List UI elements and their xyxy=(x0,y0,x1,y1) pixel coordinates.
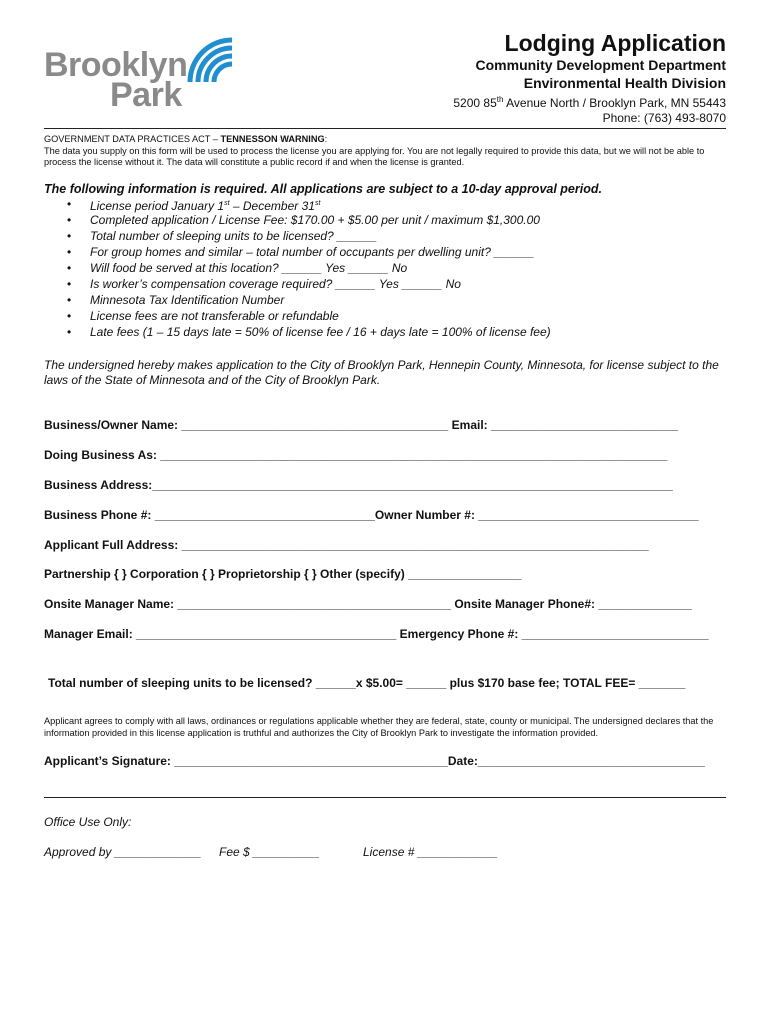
department-block xyxy=(476,56,726,92)
dba-field[interactable]: Doing Business As: ____________________________________________________________________________ xyxy=(44,448,668,462)
fee-field[interactable]: Fee $ __________ xyxy=(219,845,320,859)
requirements-heading: The following information is required. All applications are subject to a 10-day approval period. xyxy=(44,182,602,196)
list-item: • Minnesota Tax Identification Number xyxy=(64,292,551,308)
approved-by-field[interactable]: Approved by _____________ xyxy=(44,845,202,859)
applicant-address-field[interactable]: Applicant Full Address: ______________________________________________________________________ xyxy=(44,538,649,552)
entity-type-field[interactable]: Partnership { } Corporation { } Proprietorship { } Other (specify) _________________ xyxy=(44,567,522,581)
page-title: Lodging Application xyxy=(504,30,726,56)
office-divider xyxy=(44,797,726,798)
list-item: • Late fees (1 – 15 days late = 50% of license fee / 16 + days late = 100% of license fee) xyxy=(64,324,551,340)
phone-line: Phone: (763) 493-8070 xyxy=(602,111,726,125)
manager-email-field[interactable]: Manager Email: _______________________________________ Emergency Phone #: ____________________________ xyxy=(44,627,709,641)
department-name: Community Development Department xyxy=(475,57,726,73)
contact-block xyxy=(453,92,726,126)
total-fee-field[interactable]: Total number of sleeping units to be licensed? ______x $5.00= ______ plus $170 base fee; TOTAL FEE= _______ xyxy=(48,676,686,690)
division-name: Environmental Health Division xyxy=(523,75,726,91)
agreement-text: Applicant agrees to comply with all laws, ordinances or regulations applicable whether they are federal, state, county or municipal. The undersigned declares that the information provided in this license application is truthful and authorizes the City of Brooklyn Park to investigate the information provided. xyxy=(44,716,714,738)
phone-numbers-field[interactable]: Business Phone #: _________________________________Owner Number #: _________________________________ xyxy=(44,508,699,522)
government-data-notice: GOVERNMENT DATA PRACTICES ACT – TENNESSON WARNING: The data you supply on this form will be used to process the license you are applying for. You are not legally required to provide this data, but we will not be able to process the license without it. The data will constitute a public record if and when the license is granted. xyxy=(44,134,726,169)
onsite-manager-field[interactable]: Onsite Manager Name: _________________________________________ Onsite Manager Phone#: ______________ xyxy=(44,597,692,611)
address-line: 5200 85th Avenue North / Brooklyn Park, MN 55443 xyxy=(453,95,726,110)
application-statement: The undersigned hereby makes application to the City of Brooklyn Park, Hennepin County, Minnesota, for license subject to the laws of the State of Minnesota and of the City of Brooklyn Park. xyxy=(44,358,719,387)
logo-text-park: Park xyxy=(110,76,182,114)
office-use-heading: Office Use Only: xyxy=(44,815,132,829)
business-address-field[interactable]: Business Address:______________________________________________________________________________ xyxy=(44,478,673,492)
logo-arcs-icon xyxy=(184,34,236,82)
notice-body: The data you supply on this form will be used to process the license you are applying for. You are not legally required to provide this data, but we will not be able to process the license without it. The data will constitute a public record if and when the license is granted. xyxy=(44,145,705,167)
license-number-field[interactable]: License # ____________ xyxy=(363,845,498,859)
list-item: • For group homes and similar – total number of occupants per dwelling unit? ______ xyxy=(64,244,551,260)
brooklyn-park-logo xyxy=(44,34,244,114)
owner-email-field[interactable]: Business/Owner Name: ________________________________________ Email: ____________________________ xyxy=(44,418,678,432)
list-item: • Will food be served at this location? ______ Yes ______ No xyxy=(64,260,551,276)
list-item: • License fees are not transferable or refundable xyxy=(64,308,551,324)
header-divider xyxy=(44,128,726,129)
list-item: • Completed application / License Fee: $170.00 + $5.00 per unit / maximum $1,300.00 xyxy=(64,212,551,228)
requirements-list xyxy=(64,196,551,340)
list-item: • Total number of sleeping units to be licensed? ______ xyxy=(64,228,551,244)
list-item: • License period January 1st – December 31st xyxy=(64,196,551,212)
logo-text-brooklyn: Brooklyn xyxy=(44,46,188,84)
list-item: • Is worker’s compensation coverage required? ______ Yes ______ No xyxy=(64,276,551,292)
signature-date-field[interactable]: Applicant’s Signature: _________________________________________Date:__________________________________ xyxy=(44,754,705,768)
